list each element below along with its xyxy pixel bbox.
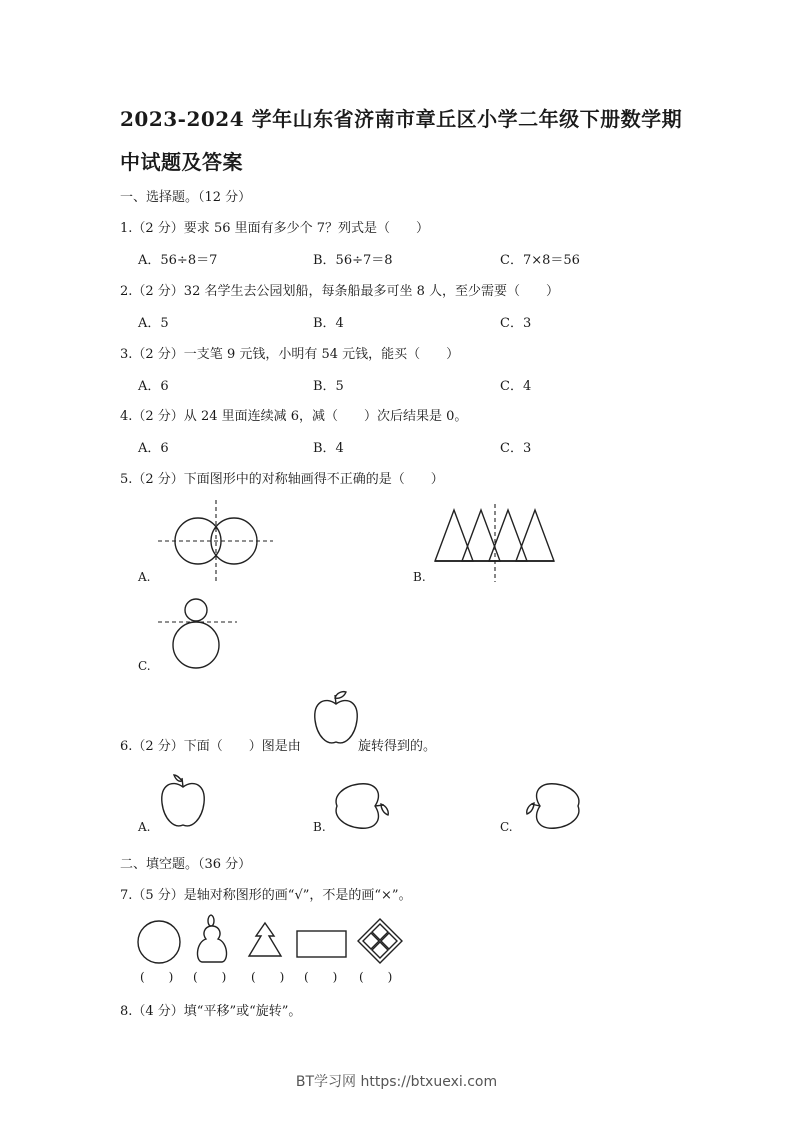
question-4-option-b: B．4 <box>313 441 344 456</box>
question-6-option-b: B. <box>313 820 326 834</box>
question-3-option-b: B．5 <box>313 379 344 394</box>
question-5-stem: 5.（2 分）下面图形中的对称轴画得不正确的是（ ） <box>120 472 444 487</box>
question-7-stem: 7.（5 分）是轴对称图形的画“√”，不是的画“×”。 <box>120 888 412 903</box>
question-3-option-a: A．6 <box>138 379 169 394</box>
question-1-option-b: B．56÷7＝8 <box>313 253 393 268</box>
question-6-option-c: C. <box>500 820 513 834</box>
question-6-option-a: A. <box>138 820 151 834</box>
question-7-blank-2[interactable]: ( ) <box>193 970 227 984</box>
question-7-blank-4[interactable]: ( ) <box>304 970 338 984</box>
section-heading-choice: 一、选择题。（12 分） <box>120 190 252 205</box>
question-8-stem: 8.（4 分）填“平移”或“旋转”。 <box>120 1004 302 1019</box>
question-5-option-a: A. <box>138 570 151 584</box>
question-4-option-a: A．6 <box>138 441 169 456</box>
question-4-option-c: C．3 <box>500 441 532 456</box>
figure-four-triangles-axis <box>432 500 562 585</box>
question-2-option-a: A．5 <box>138 316 169 331</box>
question-3-option-c: C．4 <box>500 379 532 394</box>
apple-option-b-icon <box>333 782 393 830</box>
page-title-line2: 中试题及答案 <box>120 150 243 174</box>
question-4-stem: 4.（2 分）从 24 里面连续减 6，减（ ）次后结果是 0。 <box>120 409 468 424</box>
question-7-blank-3[interactable]: ( ) <box>251 970 285 984</box>
apple-reference-icon <box>313 690 359 748</box>
apple-option-c-icon <box>522 782 582 830</box>
page-title-line1: 2023-2024 学年山东省济南市章丘区小学二年级下册数学期 <box>120 107 683 131</box>
question-7-blank-1[interactable]: ( ) <box>140 970 174 984</box>
question-1-option-a: A．56÷8＝7 <box>138 253 218 268</box>
figure-two-circles-axes <box>155 500 275 585</box>
question-2-stem: 2.（2 分）32 名学生去公园划船，每条船最多可坐 8 人，至少需要（ ） <box>120 284 560 299</box>
question-6-stem-after: 旋转得到的。 <box>358 739 437 754</box>
figure-rectangle <box>296 930 348 958</box>
figure-tree-triangle <box>248 922 284 958</box>
footer-watermark: BT学习网 https://btxuexi.com <box>295 1074 498 1090</box>
question-2-option-c: C．3 <box>500 316 532 331</box>
question-1-stem: 1.（2 分）要求 56 里面有多少个 7？列式是（ ） <box>120 221 430 236</box>
section-heading-fill-blank: 二、填空题。（36 分） <box>120 857 252 872</box>
question-2-option-b: B．4 <box>313 316 344 331</box>
apple-option-a-icon <box>160 773 206 831</box>
question-1-option-c: C．7×8＝56 <box>500 253 580 268</box>
figure-diamond-knot <box>357 918 403 964</box>
figure-gourd <box>194 914 234 964</box>
question-7-blank-5[interactable]: ( ) <box>359 970 393 984</box>
figure-circle <box>137 920 183 966</box>
question-5-option-c: C. <box>138 659 151 673</box>
question-3-stem: 3.（2 分）一支笔 9 元钱，小明有 54 元钱，能买（ ） <box>120 347 460 362</box>
figure-snowman-axis <box>155 598 240 673</box>
question-5-option-b: B. <box>413 570 426 584</box>
question-6-stem-before: 6.（2 分）下面（ ）图是由 <box>120 739 301 754</box>
